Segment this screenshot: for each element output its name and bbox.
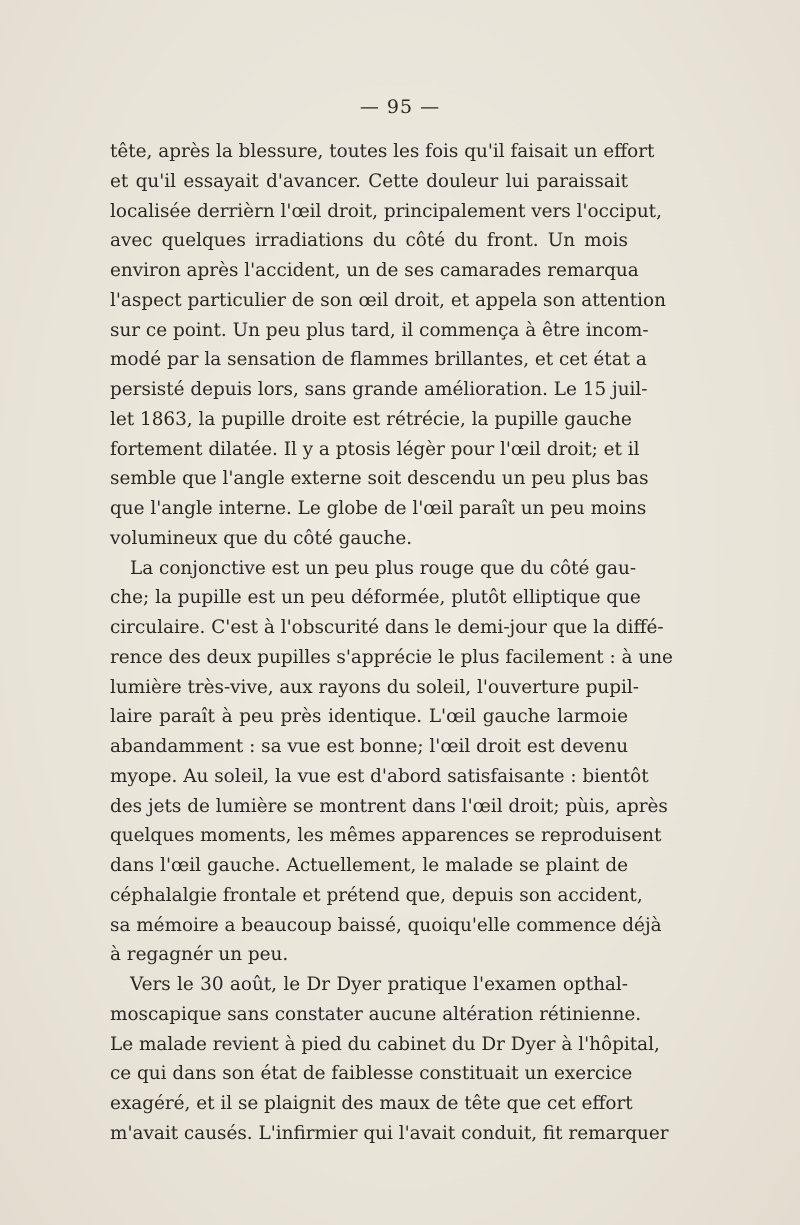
text-line: ce qui dans son état de faiblesse constituait un exercice (110, 1063, 633, 1085)
text-line: lumière très-vive, aux rayons du soleil, l'ouverture pupil- (110, 676, 640, 698)
page-number: — 95 — (359, 96, 441, 118)
text-line: circulaire. C'est à l'obscurité dans le demi-jour que la diffé- (110, 617, 664, 638)
text-line: dans l'œil gauche. Actuellement, le malade se plaint de (110, 855, 628, 876)
text-line: laire paraît à peu près identique. L'œil gauche larmoie (110, 706, 628, 728)
text-line: persisté depuis lors, sans grande amélioration. Le 15 juil- (110, 379, 648, 400)
text-line: modé par la sensation de flammes brillantes, et cet état a (110, 349, 647, 371)
text-line: Vers le 30 août, le Dr Dyer pratique l'examen opthal- (130, 974, 628, 995)
text-line: myope. Au soleil, la vue est d'abord satisfaisante : bientôt (110, 765, 649, 787)
text-line: let 1863, la pupille droite est rétrécie, la pupille gauche (110, 408, 632, 430)
text-line: rence des deux pupilles s'apprécie le plus facilement : à une (110, 646, 673, 668)
text-line: sa mémoire a beaucoup baissé, quoiqu'elle commence déjà (110, 914, 662, 936)
text-line: avec quelques irradiations du côté du front. Un mois (110, 230, 628, 252)
text-line: La conjonctive est un peu plus rouge que du côté gau- (130, 557, 637, 579)
text-line: l'aspect particulier de son œil droit, et appela son attention (110, 289, 666, 311)
text-line: et qu'il essayait d'avancer. Cette douleur lui paraissait (110, 170, 628, 192)
text-line: moscapique sans constater aucune altération rétinienne. (110, 1003, 642, 1025)
text-line: che; la pupille est un peu déformée, plutôt elliptique que (110, 587, 641, 609)
text-line: Le malade revient à pied du cabinet du Dr Dyer à l'hôpital, (110, 1033, 660, 1055)
text-line: céphalalgie frontale et prétend que, depuis son accident, (110, 884, 643, 906)
text-line: volumineux que du côté gauche. (110, 527, 413, 549)
text-line: semble que l'angle externe soit descendu un peu plus bas (110, 468, 649, 490)
text-line: que l'angle interne. Le globe de l'œil paraît un peu moins (110, 498, 647, 519)
text-line: à regagnér un peu. (110, 944, 289, 966)
text-line: tête, après la blessure, toutes les fois qu'il faisait un effort (110, 141, 655, 162)
text-line: abandamment : sa vue est bonne; l'œil droit est devenu (110, 736, 629, 757)
text-line: des jets de lumière se montrent dans l'œil droit; pùis, après (110, 795, 668, 817)
text-line: environ après l'accident, un de ses camarades remarqua (110, 260, 639, 281)
text-line: exagéré, et il se plaignit des maux de tête que cet effort (110, 1093, 633, 1114)
text-line: fortement dilatée. Il y a ptosis légèr pour l'œil droit; et il (110, 438, 640, 460)
text-line: m'avait causés. L'infirmier qui l'avait conduit, fit remarquer (110, 1122, 669, 1144)
body-text (110, 137, 673, 1149)
text-line: quelques moments, les mêmes apparences se reproduisent (110, 825, 662, 847)
text-line: localisée derrièrn l'œil droit, principalement vers l'occiput, (110, 200, 662, 222)
text-line: sur ce point. Un peu plus tard, il commença à être incom- (110, 319, 649, 341)
